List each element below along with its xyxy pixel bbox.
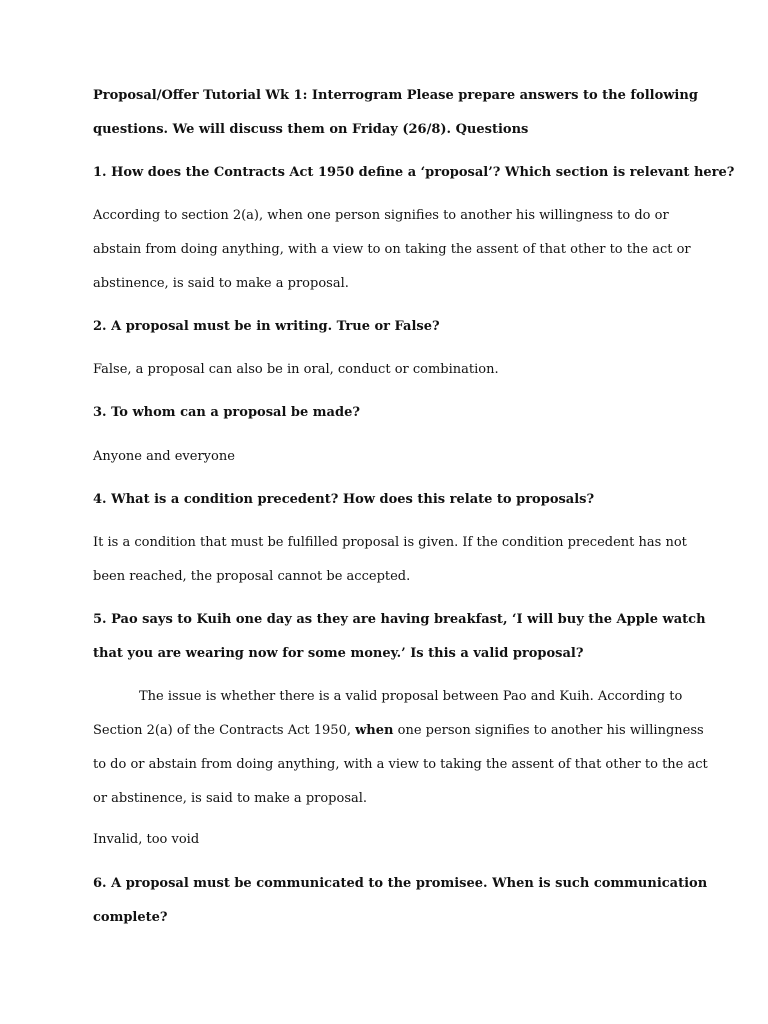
answer-4-line-2: been reached, the proposal cannot be accepted. (93, 569, 411, 584)
answer-5-line-4: or abstinence, is said to make a proposal. (93, 791, 368, 806)
answer-3: Anyone and everyone (93, 449, 235, 464)
answer-5-line-3: to do or abstain from doing anything, with a view to taking the assent of that other to the act (93, 757, 708, 772)
title-line-2: questions. We will discuss them on Friday (26/8). Questions (93, 122, 529, 137)
answer-5-line-2-end: one person signifies to another his willingness (393, 723, 704, 738)
question-3: 3. To whom can a proposal be made? (93, 405, 360, 420)
answer-1-line-1: According to section 2(a), when one person signifies to another his willingness to do or (93, 208, 669, 223)
question-1: 1. How does the Contracts Act 1950 define a ‘proposal’? Which section is relevant here? (93, 165, 735, 180)
question-6-line-2: complete? (93, 910, 168, 925)
question-6-line-1: 6. A proposal must be communicated to the promisee. When is such communication (93, 876, 708, 891)
answer-5-line-2-bold-word: when (355, 723, 394, 738)
answer-1-line-3: abstinence, is said to make a proposal. (93, 276, 349, 291)
answer-5-line-2 (93, 714, 704, 748)
question-4: 4. What is a condition precedent? How does this relate to proposals? (93, 492, 595, 507)
answer-4-line-1: It is a condition that must be fulfilled proposal is given. If the condition precedent has not (93, 535, 687, 550)
answer-5-line-2-start: Section 2(a) of the Contracts Act 1950, (93, 723, 356, 738)
answer-5-conclusion: Invalid, too void (93, 832, 200, 847)
title-line-1: Proposal/Offer Tutorial Wk 1: Interrogram Please prepare answers to the following (93, 88, 698, 103)
question-5-line-2: that you are wearing now for some money.’ Is this a valid proposal? (93, 646, 584, 661)
answer-5-line-1: The issue is whether there is a valid proposal between Pao and Kuih. According to (139, 689, 683, 704)
question-2: 2. A proposal must be in writing. True or False? (93, 319, 440, 334)
answer-1-line-2: abstain from doing anything, with a view to on taking the assent of that other to the act or (93, 242, 691, 257)
question-5-line-1: 5. Pao says to Kuih one day as they are having breakfast, ‘I will buy the Apple watch (93, 612, 706, 627)
answer-2: False, a proposal can also be in oral, conduct or combination. (93, 362, 499, 377)
